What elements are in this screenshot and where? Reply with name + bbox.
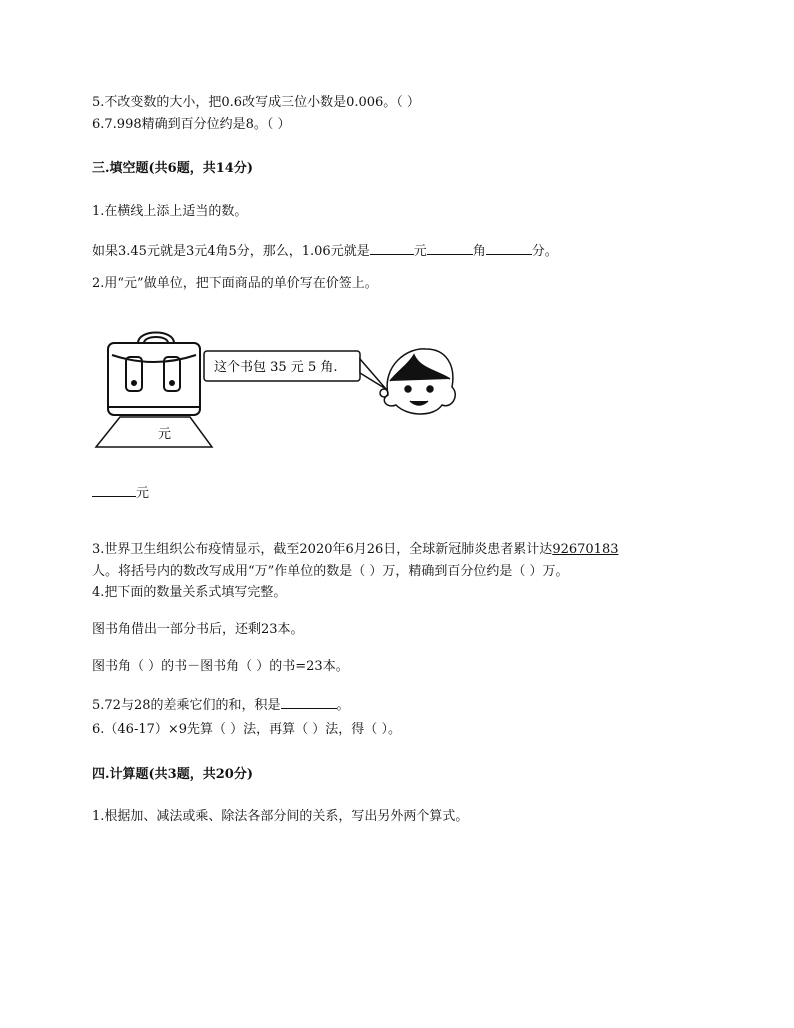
schoolbag-figure <box>90 325 470 455</box>
fill-question-4-relation: 图书角（ ）的书－图书角（ ）的书=23本。 <box>92 659 349 674</box>
unit-fen: 分。 <box>531 244 558 259</box>
unit-yuan: 元 <box>413 244 427 259</box>
answer-yuan <box>92 483 149 503</box>
blank-product[interactable] <box>281 695 337 709</box>
fill-question-6: 6.（46-17）×9先算（ ）法，再算（ ）法，得（ ）。 <box>92 722 401 737</box>
fill-1-text: 如果3.45元就是3元4角5分，那么，1.06元就是 <box>92 244 370 259</box>
girl-icon <box>380 349 455 414</box>
fill-3-number: 92670183 <box>552 542 619 557</box>
question-5: 5.不改变数的大小，把0.6改写成三位小数是0.006。（ ） <box>92 95 420 110</box>
fill-question-4-body: 图书角借出一部分书后，还剩23本。 <box>92 622 304 637</box>
fill-question-5 <box>92 695 350 715</box>
blank-jiao[interactable] <box>427 241 473 255</box>
fill-question-1: 1.在横线上添上适当的数。 <box>92 204 248 219</box>
unit-jiao: 角 <box>472 244 486 259</box>
fill-question-2: 2.用“元”做单位，把下面商品的单价写在价签上。 <box>92 276 378 291</box>
schoolbag-icon <box>108 333 200 416</box>
fill-3-text: 3.世界卫生组织公布疫情显示，截至2020年6月26日，全球新冠肺炎患者累计达 <box>92 542 553 557</box>
answer-unit: 元 <box>136 486 150 501</box>
price-tag <box>96 417 212 447</box>
section-4-heading: 四.计算题(共3题，共20分) <box>92 767 253 782</box>
calc-question-1: 1.根据加、减法或乘、除法各部分间的关系，写出另外两个算式。 <box>92 809 469 824</box>
section-3-heading: 三.填空题(共6题，共14分) <box>92 161 253 176</box>
fill-5-text: 5.72与28的差乘它们的和，积是 <box>92 698 281 713</box>
blank-answer[interactable] <box>92 483 136 497</box>
speech-bubble-text: 这个书包 35 元 5 角. <box>214 360 338 375</box>
question-6: 6.7.998精确到百分位约是8。（ ） <box>92 117 291 132</box>
fill-question-3 <box>92 541 618 559</box>
blank-yuan[interactable] <box>370 241 414 255</box>
fill-question-1-body <box>92 241 558 261</box>
fill-question-4: 4.把下面的数量关系式填写完整。 <box>92 585 287 600</box>
fill-question-3-cont: 人。将括号内的数改写成用“万”作单位的数是（ ）万，精确到百分位约是（ ）万。 <box>92 564 569 579</box>
blank-fen[interactable] <box>486 241 532 255</box>
fill-5-end: 。 <box>336 698 350 713</box>
price-tag-label: 元 <box>158 427 172 442</box>
